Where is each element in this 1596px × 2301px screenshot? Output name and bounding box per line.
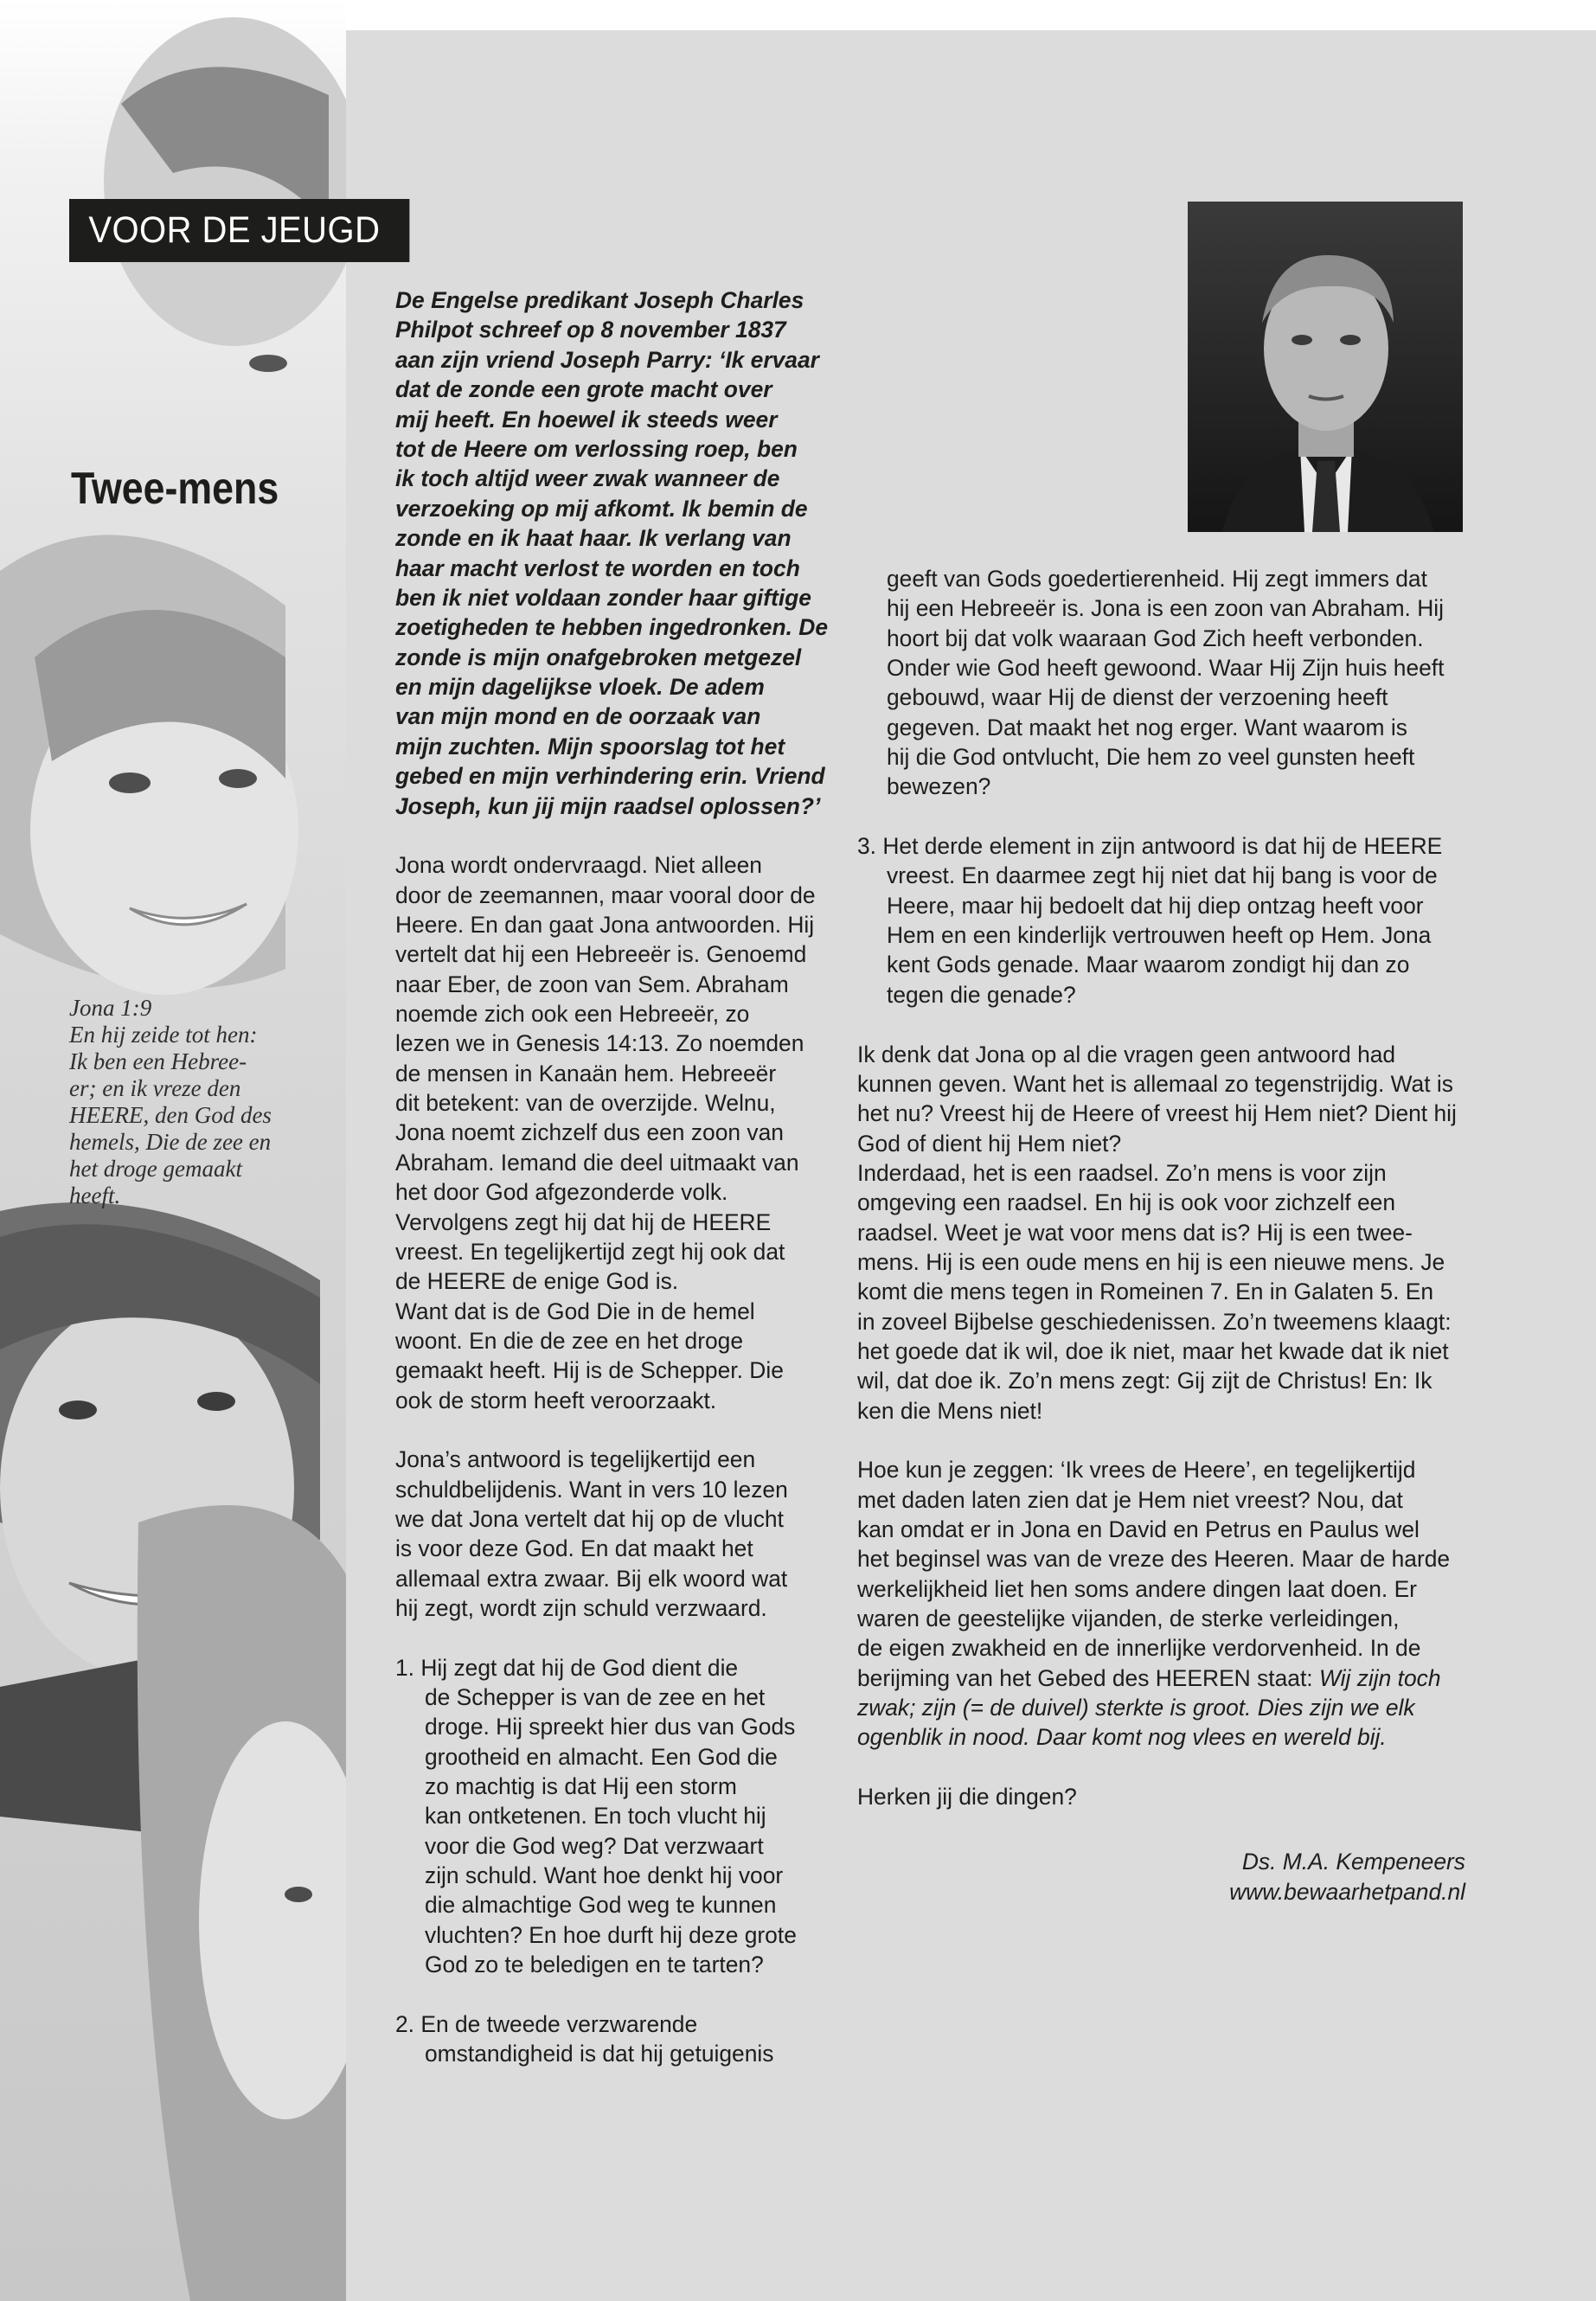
verse-line: hemels, Die de zee en xyxy=(69,1129,272,1155)
intro-line: Philpot schreef op 8 november 1837 xyxy=(395,317,786,343)
text-line: zo machtig is dat Hij een storm xyxy=(425,1773,737,1800)
text-line: kent Gods genade. Maar waarom zondigt hij dan zo xyxy=(887,952,1410,978)
text-line: gegeven. Dat maakt het nog erger. Want waarom is xyxy=(887,714,1407,740)
text-line: mens. Hij is een oude mens en hij is een nieuwe mens. Je xyxy=(857,1248,1445,1275)
text-line: ogenblik in nood. Daar komt nog vlees en wereld bij. xyxy=(857,1724,1387,1751)
text-line: Inderdaad, het is een raadsel. Zo’n mens is voor zijn xyxy=(857,1159,1387,1186)
text-line: werkelijkheid liet hen soms andere dingen laat doen. Er xyxy=(857,1575,1417,1602)
scripture-quote xyxy=(69,995,329,1209)
text-line: Hoe kun je zeggen: ‘Ik vrees de Heere’, en tegelijkertijd xyxy=(857,1457,1416,1484)
intro-line: haar macht verlost te worden en toch xyxy=(395,554,800,581)
text-line: dit betekent: van de overzijde. Welnu, xyxy=(395,1090,776,1117)
text-line: wil, dat doe ik. Zo’n mens zegt: Gij zijt de Christus! En: Ik xyxy=(857,1368,1433,1394)
text-line: 2. En de tweede verzwarende xyxy=(395,2010,698,2037)
verse-line: er; en ik vreze den xyxy=(69,1075,241,1101)
text-line: raadsel. Weet je wat voor mens dat is? Hij is een twee- xyxy=(857,1219,1413,1246)
text-line: God zo te beledigen en te tarten? xyxy=(425,1952,764,1978)
text-line: tegen die genade? xyxy=(887,981,1076,1008)
intro-line: zonde en ik haat haar. Ik verlang van xyxy=(395,525,792,552)
text-line: Jona wordt ondervraagd. Niet alleen xyxy=(395,852,762,879)
text-italic: Wij zijn toch xyxy=(1318,1664,1441,1691)
text-line: met daden laten zien dat je Hem niet vreest? Nou, dat xyxy=(857,1486,1403,1513)
text-line: het beginsel was van de vreze des Heeren. Maar de harde xyxy=(857,1546,1451,1573)
intro-line: en mijn dagelijkse vloek. De adem xyxy=(395,674,765,701)
paragraph xyxy=(857,1040,1457,1426)
closing-question: Herken jij die dingen? xyxy=(857,1784,1077,1811)
text-line: het door God afgezonderde volk. xyxy=(395,1179,728,1206)
text-column-right xyxy=(857,564,1457,1811)
text-line: ook de storm heeft veroorzaakt. xyxy=(395,1387,717,1413)
article-title: Twee-mens xyxy=(71,464,279,514)
intro-line: tot de Heere om verlossing roep, ben xyxy=(395,435,798,462)
text-line: gebouwd, waar Hij de dienst der verzoening heeft xyxy=(887,684,1388,711)
text-line: kan ontketenen. En toch vlucht hij xyxy=(425,1803,766,1830)
verse-line: HEERE, den God des xyxy=(69,1102,272,1128)
text-line: voor die God weg? Dat verzwaart xyxy=(425,1832,764,1859)
text-line: Vervolgens zegt hij dat hij de HEERE xyxy=(395,1208,772,1235)
intro-line: aan zijn vriend Joseph Parry: ‘Ik ervaar xyxy=(395,346,819,373)
text-line: de Schepper is van de zee en het xyxy=(425,1684,766,1710)
text-line: de eigen zwakheid en de innerlijke verdorvenheid. In de xyxy=(857,1635,1421,1662)
text-line: lezen we in Genesis 14:13. Zo noemden xyxy=(395,1030,804,1057)
numbered-item-3 xyxy=(857,831,1457,1009)
verse-line: heeft. xyxy=(69,1183,121,1208)
text-line: omgeving een raadsel. En hij is ook voor zichzelf een xyxy=(857,1189,1395,1216)
text-line: Hem en een kinderlijk vertrouwen heeft op Hem. Jona xyxy=(887,922,1432,949)
text-line: zwak; zijn (= de duivel) sterkte is groot. Dies zijn we elk xyxy=(857,1695,1415,1721)
text-line: gemaakt heeft. Hij is de Schepper. Die xyxy=(395,1357,784,1384)
text-line: Heere, maar hij bedoelt dat hij diep ontzag heeft voor xyxy=(887,892,1424,919)
intro-line: mijn zuchten. Mijn spoorslag tot het xyxy=(395,733,785,760)
text-line: is voor deze God. En dat maakt het xyxy=(395,1535,753,1562)
text-line: 1. Hij zegt dat hij de God dient die xyxy=(395,1654,739,1681)
paragraph xyxy=(395,1445,828,1623)
text-line: hoort bij dat volk waaraan God Zich heeft verbonden. xyxy=(887,625,1424,651)
intro-line: zoetigheden te hebben ingedronken. De xyxy=(395,614,829,641)
text-line: kan omdat er in Jona en David en Petrus en Paulus wel xyxy=(857,1516,1420,1542)
paragraph xyxy=(395,850,828,1415)
author-signature xyxy=(1125,1847,1465,1907)
text-line: bewezen? xyxy=(887,773,991,800)
text-line: hij een Hebreeër is. Jona is een zoon van Abraham. Hij xyxy=(887,595,1445,622)
text-column-left xyxy=(395,285,828,2068)
text-line: vreest. En tegelijkertijd zegt hij ook dat xyxy=(395,1238,785,1265)
text-line: waren de geestelijke vijanden, de sterke verleidingen, xyxy=(857,1606,1400,1632)
text-line: naar Eber, de zoon van Sem. Abraham xyxy=(395,971,789,997)
text-line: die almachtige God weg te kunnen xyxy=(425,1892,777,1919)
intro-line: mij heeft. En hoewel ik steeds weer xyxy=(395,406,778,433)
intro-line: ben ik niet voldaan zonder haar giftige xyxy=(395,584,811,611)
text-line: vreest. En daarmee zegt hij niet dat hij bang is voor de xyxy=(887,862,1438,889)
verse-line: het droge gemaakt xyxy=(69,1156,242,1182)
text-line: Heere. En dan gaat Jona antwoorden. Hij xyxy=(395,912,815,939)
text-line: in zoveel Bijbelse geschiedenissen. Zo’n tweemens klaagt: xyxy=(857,1308,1452,1335)
text-line: woont. En die de zee en het droge xyxy=(395,1327,744,1354)
text-line: allemaal extra zwaar. Bij elk woord wat xyxy=(395,1565,788,1592)
text-line: Ik denk dat Jona op al die vragen geen antwoord had xyxy=(857,1041,1396,1067)
text-line: het nu? Vreest hij de Heere of vreest hij Hem niet? Dient hij xyxy=(857,1100,1457,1127)
intro-line: gebed en mijn verhindering erin. Vriend xyxy=(395,763,825,790)
numbered-item-2 xyxy=(395,2009,828,2069)
text-line: droge. Hij spreekt hier dus van Gods xyxy=(425,1714,796,1740)
text-line: omstandigheid is dat hij getuigenis xyxy=(425,2041,774,2067)
verse-line: Ik ben een Hebree- xyxy=(69,1048,247,1074)
text-line: schuldbelijdenis. Want in vers 10 lezen xyxy=(395,1476,788,1503)
text-line: de HEERE de enige God is. xyxy=(395,1268,679,1295)
text-line: komt die mens tegen in Romeinen 7. En in Galaten 5. En xyxy=(857,1279,1434,1305)
text-line: kunnen geven. Want het is allemaal zo tegenstrijdig. Wat is xyxy=(857,1070,1453,1097)
author-portrait xyxy=(1188,202,1463,532)
text-line: Onder wie God heeft gewoond. Waar Hij Zijn huis heeft xyxy=(887,655,1445,682)
author-photo xyxy=(1188,202,1463,532)
paragraph xyxy=(857,1455,1457,1752)
intro-line: ik toch altijd weer zwak wanneer de xyxy=(395,465,780,492)
text-line: 3. Het derde element in zijn antwoord is dat hij de HEERE xyxy=(857,833,1443,860)
intro-quote xyxy=(395,285,828,821)
text-line: God of dient hij Hem niet? xyxy=(857,1130,1122,1157)
text-line: vertelt dat hij een Hebreeër is. Genoemd xyxy=(395,941,807,968)
intro-line: De Engelse predikant Joseph Charles xyxy=(395,287,804,313)
text-line: ken die Mens niet! xyxy=(857,1397,1043,1424)
numbered-item-1 xyxy=(395,1653,828,1980)
text-line: grootheid en almacht. Een God die xyxy=(425,1743,778,1770)
text-line: Want dat is de God Die in de hemel xyxy=(395,1298,755,1324)
verse-line: Jona 1:9 xyxy=(69,995,152,1021)
text-plain: berijming van het Gebed des HEEREN staat: xyxy=(857,1664,1319,1691)
text-line: hij zegt, wordt zijn schuld verzwaard. xyxy=(395,1594,767,1621)
text-line: het goede dat ik wil, doe ik niet, maar het kwade dat ik niet xyxy=(857,1337,1449,1364)
author-name: Ds. M.A. Kempeneers xyxy=(1241,1849,1465,1875)
text-line: hij die God ontvlucht, Die hem zo veel gunsten heeft xyxy=(887,744,1415,771)
section-banner: VOOR DE JEUGD xyxy=(69,199,409,262)
text-line xyxy=(857,1663,1457,1693)
intro-line: van mijn mond en de oorzaak van xyxy=(395,703,761,730)
intro-line: dat de zonde een grote macht over xyxy=(395,376,772,403)
text-line: we dat Jona vertelt dat hij op de vlucht xyxy=(395,1505,784,1532)
author-website[interactable]: www.bewaarhetpand.nl xyxy=(1229,1879,1465,1905)
text-line: geeft van Gods goedertierenheid. Hij zegt immers dat xyxy=(887,566,1427,592)
intro-line: zonde is mijn onafgebroken metgezel xyxy=(395,644,802,670)
text-line: door de zeemannen, maar vooral door de xyxy=(395,881,816,908)
text-line: noemde zich ook een Hebreeër, zo xyxy=(395,1001,750,1028)
text-line: de mensen in Kanaän hem. Hebreeër xyxy=(395,1060,777,1086)
text-line: vluchten? En hoe durft hij deze grote xyxy=(425,1921,797,1948)
numbered-item-2-continued xyxy=(887,564,1457,802)
verse-line: En hij zeide tot hen: xyxy=(69,1022,258,1048)
text-line: zijn schuld. Want hoe denkt hij voor xyxy=(425,1862,784,1889)
intro-line: verzoeking op mij afkomt. Ik bemin de xyxy=(395,495,808,522)
text-line: Jona noemt zichzelf dus een zoon van xyxy=(395,1119,784,1146)
text-line: Abraham. Iemand die deel uitmaakt van xyxy=(395,1149,799,1176)
text-line: Jona’s antwoord is tegelijkertijd een xyxy=(395,1446,756,1473)
intro-line: Joseph, kun jij mijn raadsel oplossen?’ xyxy=(395,792,821,819)
